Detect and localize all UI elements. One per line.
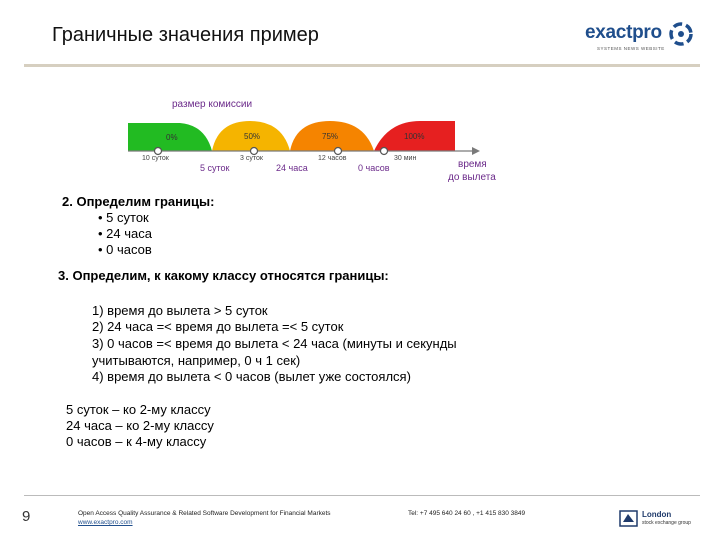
step2-item-5-days: • 5 суток xyxy=(98,210,149,225)
step3-heading: 3. Определим, к какому классу относятся границы: xyxy=(58,268,389,283)
class-1: 1) время до вылета > 5 суток xyxy=(92,303,268,318)
lse-crest-icon xyxy=(618,508,640,530)
answer-5-days: 5 суток – ко 2-му классу xyxy=(66,402,211,417)
step2-item-0-hours: • 0 часов xyxy=(98,242,152,257)
logo-mark-icon xyxy=(669,22,693,46)
class-3-continued: учитываются, например, 0 ч 1 сек) xyxy=(92,353,301,368)
axis-label-departure: до вылета xyxy=(448,172,496,183)
lse-name: London xyxy=(642,510,672,519)
footer-divider xyxy=(24,495,700,496)
step2-heading: 2. Определим границы: xyxy=(62,194,215,209)
footer-phone: Tel: +7 495 640 24 60 , +1 415 830 3849 xyxy=(408,510,526,517)
logo-wordmark: exactpro xyxy=(585,22,662,43)
marker-10-days xyxy=(155,148,162,155)
logo-tagline: SYSTEMS NEWS WEBSITE xyxy=(597,46,665,51)
marker-3-days xyxy=(251,148,258,155)
answer-24-hours: 24 часа – ко 2-му классу xyxy=(66,418,214,433)
axis-label-time: время xyxy=(458,159,487,170)
segment-label-50: 50% xyxy=(244,132,261,141)
segment-label-0: 0% xyxy=(166,133,178,142)
lse-logo xyxy=(618,508,698,530)
footer-website-link[interactable]: www.exactpro.com xyxy=(78,519,133,526)
boundary-label-0-hours: 0 часов xyxy=(358,163,390,173)
lse-subtitle: stock exchange group xyxy=(642,520,691,526)
marker-12-hours xyxy=(335,148,342,155)
class-3: 3) 0 часов =< время до вылета < 24 часа (минуты и секунды xyxy=(92,336,457,351)
step2-item-24-hours: • 24 часа xyxy=(98,226,152,241)
boundary-label-5-days: 5 суток xyxy=(200,163,230,173)
point-label-30-min: 30 мин xyxy=(394,155,417,162)
commission-diagram xyxy=(120,95,520,190)
title-divider xyxy=(24,64,700,67)
point-label-3-days: 3 суток xyxy=(240,155,263,162)
exactpro-logo xyxy=(585,22,695,56)
slide-title: Граничные значения пример xyxy=(52,24,319,46)
point-label-10-days: 10 суток xyxy=(142,155,169,162)
answer-0-hours: 0 часов – к 4-му классу xyxy=(66,434,207,449)
class-2: 2) 24 часа =< время до вылета =< 5 суток xyxy=(92,319,344,334)
point-label-12-hours: 12 часов xyxy=(318,155,347,162)
diagram-title: размер комиссии xyxy=(172,99,253,110)
segment-label-100: 100% xyxy=(404,132,425,141)
segment-label-75: 75% xyxy=(322,132,339,141)
axis-arrow xyxy=(472,147,480,155)
page-number: 9 xyxy=(22,508,31,525)
boundary-label-24-hours: 24 часа xyxy=(276,163,308,173)
class-4: 4) время до вылета < 0 часов (вылет уже состоялся) xyxy=(92,369,411,384)
footer-company-line: Open Access Quality Assurance & Related Software Development for Financial Markets xyxy=(78,510,331,517)
marker-30-min xyxy=(381,148,388,155)
